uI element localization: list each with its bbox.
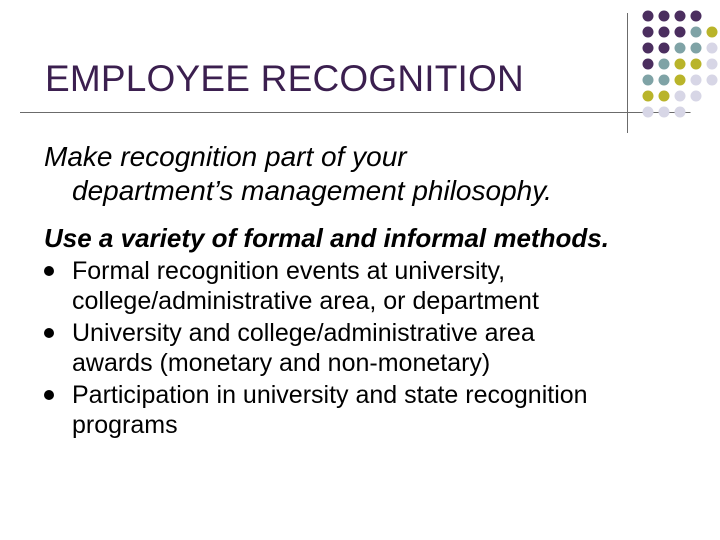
vertical-divider-line <box>627 13 628 133</box>
bullet-list <box>44 256 684 440</box>
list-item <box>44 256 684 316</box>
bullet-icon <box>44 328 54 338</box>
list-item <box>44 380 684 440</box>
decorative-dot-grid-icon <box>642 10 720 125</box>
horizontal-divider-line <box>20 112 700 113</box>
bullet-icon <box>44 390 54 400</box>
bullet-text-line-1: Formal recognition events at university, <box>72 257 506 285</box>
bullet-icon <box>44 266 54 276</box>
lead-statement <box>44 140 684 208</box>
slide-title: EMPLOYEE RECOGNITION <box>45 58 524 99</box>
lead-statement-line-2: department’s management philosophy. <box>72 175 552 206</box>
bullet-text-line-1: University and college/administrative area <box>72 319 535 347</box>
list-item <box>44 318 684 378</box>
bullet-text-line-2: awards (monetary and non-monetary) <box>72 349 491 377</box>
lead-statement-line-1: Make recognition part of your <box>44 141 407 172</box>
bullet-text-line-2: college/administrative area, or department <box>72 287 539 315</box>
bullet-text-line-2: programs <box>72 411 178 439</box>
bullet-text-line-1: Participation in university and state recognition <box>72 381 588 409</box>
slide-content <box>44 140 684 440</box>
subheading: Use a variety of formal and informal methods. <box>44 223 609 253</box>
